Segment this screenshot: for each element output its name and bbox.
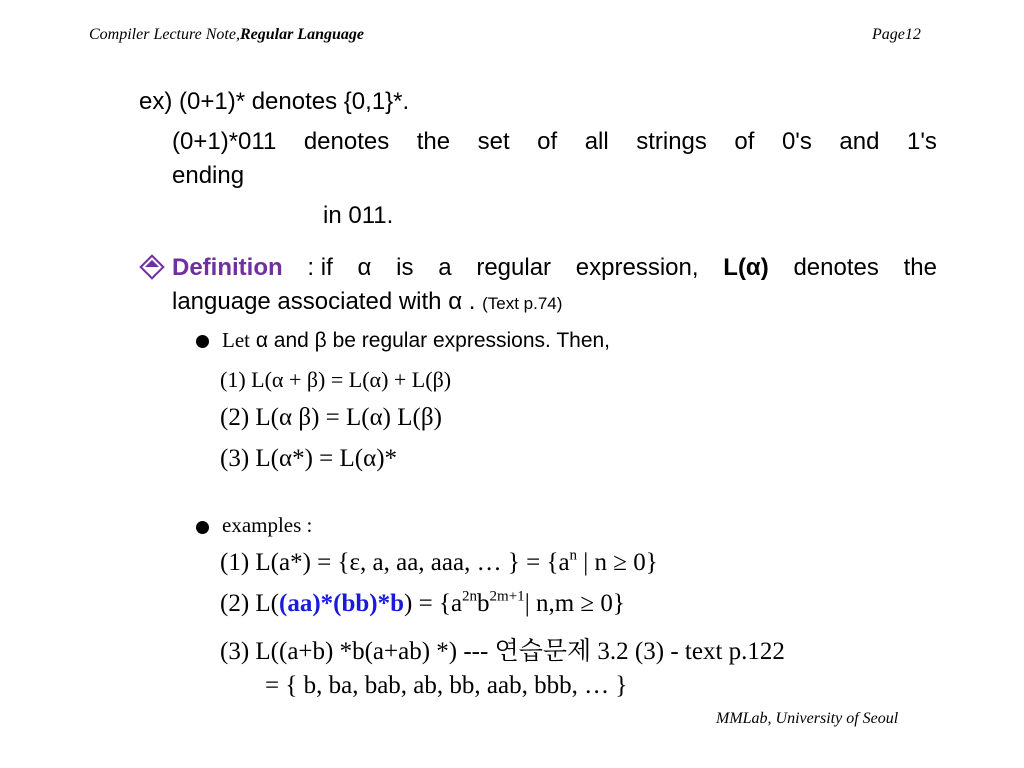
- example-2-b: ) = {a: [404, 590, 463, 617]
- example-1: [220, 549, 658, 577]
- definition-title: Definition: [172, 254, 283, 281]
- definition-line-2: [172, 288, 562, 316]
- example-line-2-word: the: [416, 128, 451, 155]
- let-line: [222, 328, 610, 353]
- definition-word: α: [357, 254, 372, 281]
- definition-line-1: [172, 254, 937, 282]
- lecture-topic: Regular Language: [239, 26, 364, 43]
- bullet-icon: [196, 519, 209, 537]
- page-number: [872, 26, 921, 44]
- rule-2: (2) L(α β) = L(α) L(β): [220, 404, 442, 431]
- example-line-2-word: all: [584, 128, 609, 155]
- definition-word: a: [438, 254, 452, 281]
- example-2: [220, 590, 625, 618]
- definition-line-2-text: language associated with α .: [172, 288, 476, 315]
- example-3: (3) L((a+b) *b(a+ab) *) --- 연습문제 3.2 (3) - text p.122: [220, 638, 785, 665]
- page-label: Page: [872, 26, 905, 43]
- example-2-a: (2) L(: [220, 590, 279, 617]
- example-2-c: b: [477, 590, 490, 617]
- definition-word: : if: [307, 254, 333, 281]
- lecture-title: [89, 26, 364, 44]
- example-1-b: | n ≥ 0}: [577, 549, 658, 576]
- footer-credit: MMLab, University of Seoul: [716, 710, 899, 727]
- example-line-2: [172, 128, 937, 156]
- definition-l-alpha: L(α): [723, 254, 769, 281]
- example-1-a: (1) L(a*) = {ε, a, aa, aaa, … } = {a: [220, 549, 570, 576]
- definition-word: regular: [476, 254, 552, 281]
- example-2-sup2: 2m+1: [489, 588, 525, 605]
- example-2-sup1: 2n: [462, 588, 478, 605]
- bullet-icon: [196, 333, 209, 351]
- rule-1: (1) L(α + β) = L(α) + L(β): [220, 367, 452, 392]
- diamond-bullet-icon: [143, 258, 161, 276]
- example-line-3: in 011.: [323, 202, 394, 229]
- example-line-2-word: (0+1)*011: [172, 128, 277, 155]
- examples-label: examples :: [222, 513, 313, 537]
- example-line-2-cont: ending: [172, 162, 245, 189]
- example-1-sup: n: [569, 547, 578, 564]
- example-line-2-word: denotes: [303, 128, 390, 155]
- example-2-regex: (aa)*(bb)*b: [279, 590, 405, 617]
- example-line-2-word: and: [839, 128, 880, 155]
- let-word: Let: [222, 328, 250, 352]
- rule-3: (3) L(α*) = L(α)*: [220, 445, 398, 472]
- definition-word: denotes: [793, 254, 879, 281]
- example-line-2-word: set: [477, 128, 510, 155]
- definition-ref: (Text p.74): [482, 294, 563, 313]
- example-line-2-word: of: [537, 128, 558, 155]
- example-line-2-word: strings: [636, 128, 707, 155]
- example-3-cont: = { b, ba, bab, ab, bb, aab, bbb, … }: [265, 672, 628, 699]
- definition-word: the: [903, 254, 937, 281]
- example-line-1: ex) (0+1)* denotes {0,1}*.: [139, 88, 410, 115]
- example-line-2-word: of: [734, 128, 755, 155]
- lecture-title-prefix: Compiler Lecture Note,: [89, 26, 240, 43]
- page-number-value: 12: [904, 26, 921, 43]
- example-2-d: | n,m ≥ 0}: [524, 590, 625, 617]
- definition-word: expression,: [575, 254, 699, 281]
- definition-word: is: [396, 254, 414, 281]
- let-rest: α and β be regular expressions. Then,: [249, 329, 611, 352]
- example-line-2-word: 0's: [781, 128, 812, 155]
- example-line-2-word: 1's: [906, 128, 937, 155]
